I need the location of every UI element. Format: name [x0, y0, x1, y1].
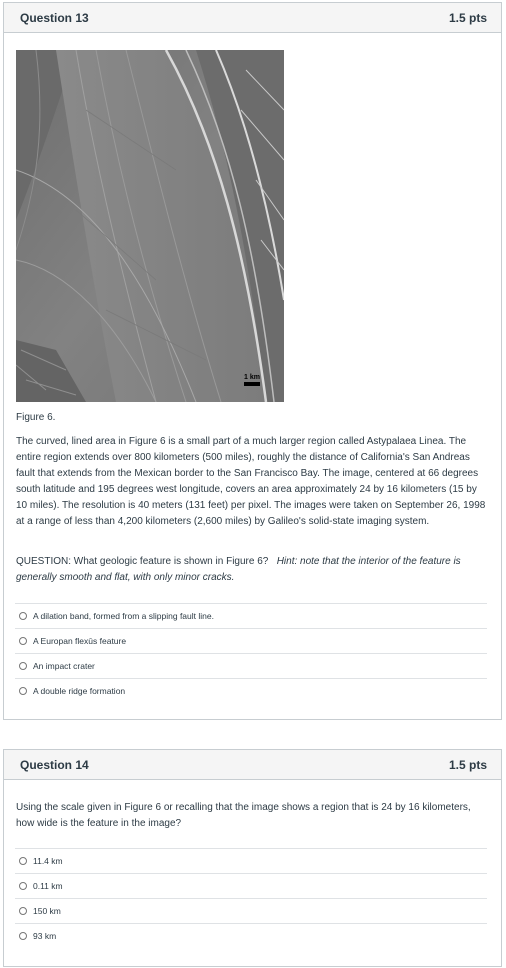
question-hint: Hint: note that the interior of the feature is generally smooth and flat, with only minor cracks. — [16, 556, 461, 583]
radio-button[interactable] — [19, 882, 27, 890]
radio-button[interactable] — [19, 932, 27, 940]
question-text — [16, 554, 486, 586]
answer-option[interactable] — [15, 653, 487, 678]
question-13-answers — [15, 603, 487, 703]
question-title: Question 14 — [20, 757, 89, 772]
answer-option[interactable] — [15, 873, 487, 898]
surface-texture — [16, 50, 284, 402]
answer-label: An impact crater — [33, 661, 95, 671]
radio-button[interactable] — [19, 662, 27, 670]
question-points: 1.5 pts — [448, 10, 487, 25]
answer-label: 150 km — [33, 906, 61, 916]
answer-label: 93 km — [33, 931, 57, 941]
scale-bar — [244, 374, 260, 386]
question-text: Using the scale given in Figure 6 or recalling that the image shows a region that is 24 by 16 kilometers, how wide is the feature in the image? — [16, 802, 471, 829]
question-points: 1.5 pts — [448, 757, 487, 772]
question-title: Question 13 — [20, 10, 89, 25]
answer-label: 0.11 km — [33, 881, 63, 891]
radio-button[interactable] — [19, 612, 27, 620]
question-13-header — [4, 3, 501, 33]
answer-option[interactable] — [15, 923, 487, 948]
answer-option[interactable] — [15, 628, 487, 653]
answer-option[interactable] — [15, 603, 487, 628]
answer-label: A dilation band, formed from a slipping fault line. — [33, 611, 214, 621]
figure-caption: Figure 6. — [16, 412, 56, 423]
figure-6-image — [16, 50, 284, 402]
radio-button[interactable] — [19, 687, 27, 695]
answer-option[interactable] — [15, 848, 487, 873]
radio-button[interactable] — [19, 637, 27, 645]
answer-option[interactable] — [15, 678, 487, 703]
radio-button[interactable] — [19, 857, 27, 865]
question-14-header — [4, 750, 501, 780]
question-14-answers — [15, 848, 487, 948]
answer-label: 11.4 km — [33, 856, 63, 866]
radio-button[interactable] — [19, 907, 27, 915]
scale-bar-line — [244, 382, 260, 386]
question-prompt: QUESTION: What geologic feature is shown in Figure 6? — [16, 556, 269, 567]
question-context-paragraph: The curved, lined area in Figure 6 is a small part of a much larger region called Astypalaea Linea. The entire region extends over 800 kilometers (500 miles), roughly the distance of California's San Andreas fault that extends from the Mexican border to the San Francisco Bay. The image, centered at 66 degrees south latitude and 195 degrees west longitude, covers an area approximately 24 by 16 kilometers (15 by 10 miles). The resolution is 40 meters (131 feet) per pixel. The images were taken on September 26, 1998 at a range of less than 4,200 kilometers (2,600 miles) by Galileo's solid-state imaging system. — [16, 436, 486, 527]
scale-bar-label: 1 km — [244, 374, 260, 381]
answer-label: A double ridge formation — [33, 686, 126, 696]
answer-label: A Europan flexūs feature — [33, 636, 127, 646]
answer-option[interactable] — [15, 898, 487, 923]
